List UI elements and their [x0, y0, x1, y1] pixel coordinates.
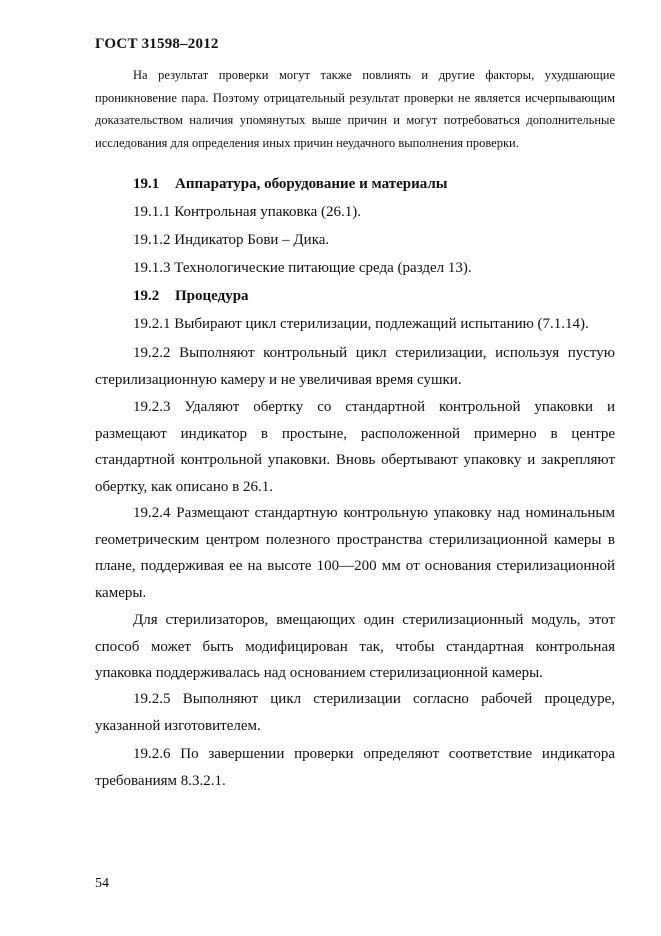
paragraph-19-2-2: 19.2.2 Выполняют контрольный цикл стерилизации, используя пустую стерилизационную камеру и не увеличивая время сушки.: [95, 345, 615, 388]
document-header: ГОСТ 31598–2012: [95, 36, 219, 52]
paragraph-19-2-4: 19.2.4 Размещают стандартную контрольную упаковку над номинальным геометрическим центром полезного пространства стерилизационной камеры в плане, поддерживая ее на высоте 100—200 мм от основания стерилизационной камеры.: [95, 505, 615, 601]
section-number: 19.1: [133, 176, 160, 192]
section-heading-19-2: [95, 288, 249, 305]
section-heading-19-1: [95, 176, 447, 193]
section-title: Процедура: [175, 288, 249, 304]
page-number: 54: [95, 876, 109, 891]
list-item-19-2-1: 19.2.1 Выбирают цикл стерилизации, подлежащий испытанию (7.1.14).: [133, 316, 589, 332]
intro-paragraph: На результат проверки могут также повлиять и другие факторы, ухудшающие проникновение пара. Поэтому отрицательный результат проверки не является исчерпывающим доказательством наличия упомянутых выше причин и могут потребоваться дополнительные исследования для определения иных причин неудачного выполнения проверки.: [95, 68, 615, 150]
list-item-19-1-3: 19.1.3 Технологические питающие среда (раздел 13).: [133, 260, 472, 276]
list-item-19-1-2: 19.1.2 Индикатор Бови – Дика.: [133, 232, 330, 248]
section-title: Аппаратура, оборудование и материалы: [175, 176, 448, 192]
paragraph-19-2-3: 19.2.3 Удаляют обертку со стандартной контрольной упаковки и размещают индикатор в простыне, расположенной примерно в центре стандартной контрольной упаковки. Вновь обертывают упаковку и закрепляют обертку, как описано в 26.1.: [95, 399, 615, 495]
paragraph-19-2-6: 19.2.6 По завершении проверки определяют соответствие индикатора требованиям 8.3.2.1.: [95, 746, 615, 789]
paragraph-19-2-5: 19.2.5 Выполняют цикл стерилизации согласно рабочей процедуре, указанной изготовителем.: [95, 691, 615, 734]
paragraph-19-2-4-note: Для стерилизаторов, вмещающих один стерилизационный модуль, этот способ может быть модифицирован так, чтобы стандартная контрольная упаковка поддерживалась над основанием стерилизационной камеры.: [95, 612, 615, 681]
section-number: 19.2: [133, 288, 160, 304]
list-item-19-1-1: 19.1.1 Контрольная упаковка (26.1).: [133, 204, 361, 220]
